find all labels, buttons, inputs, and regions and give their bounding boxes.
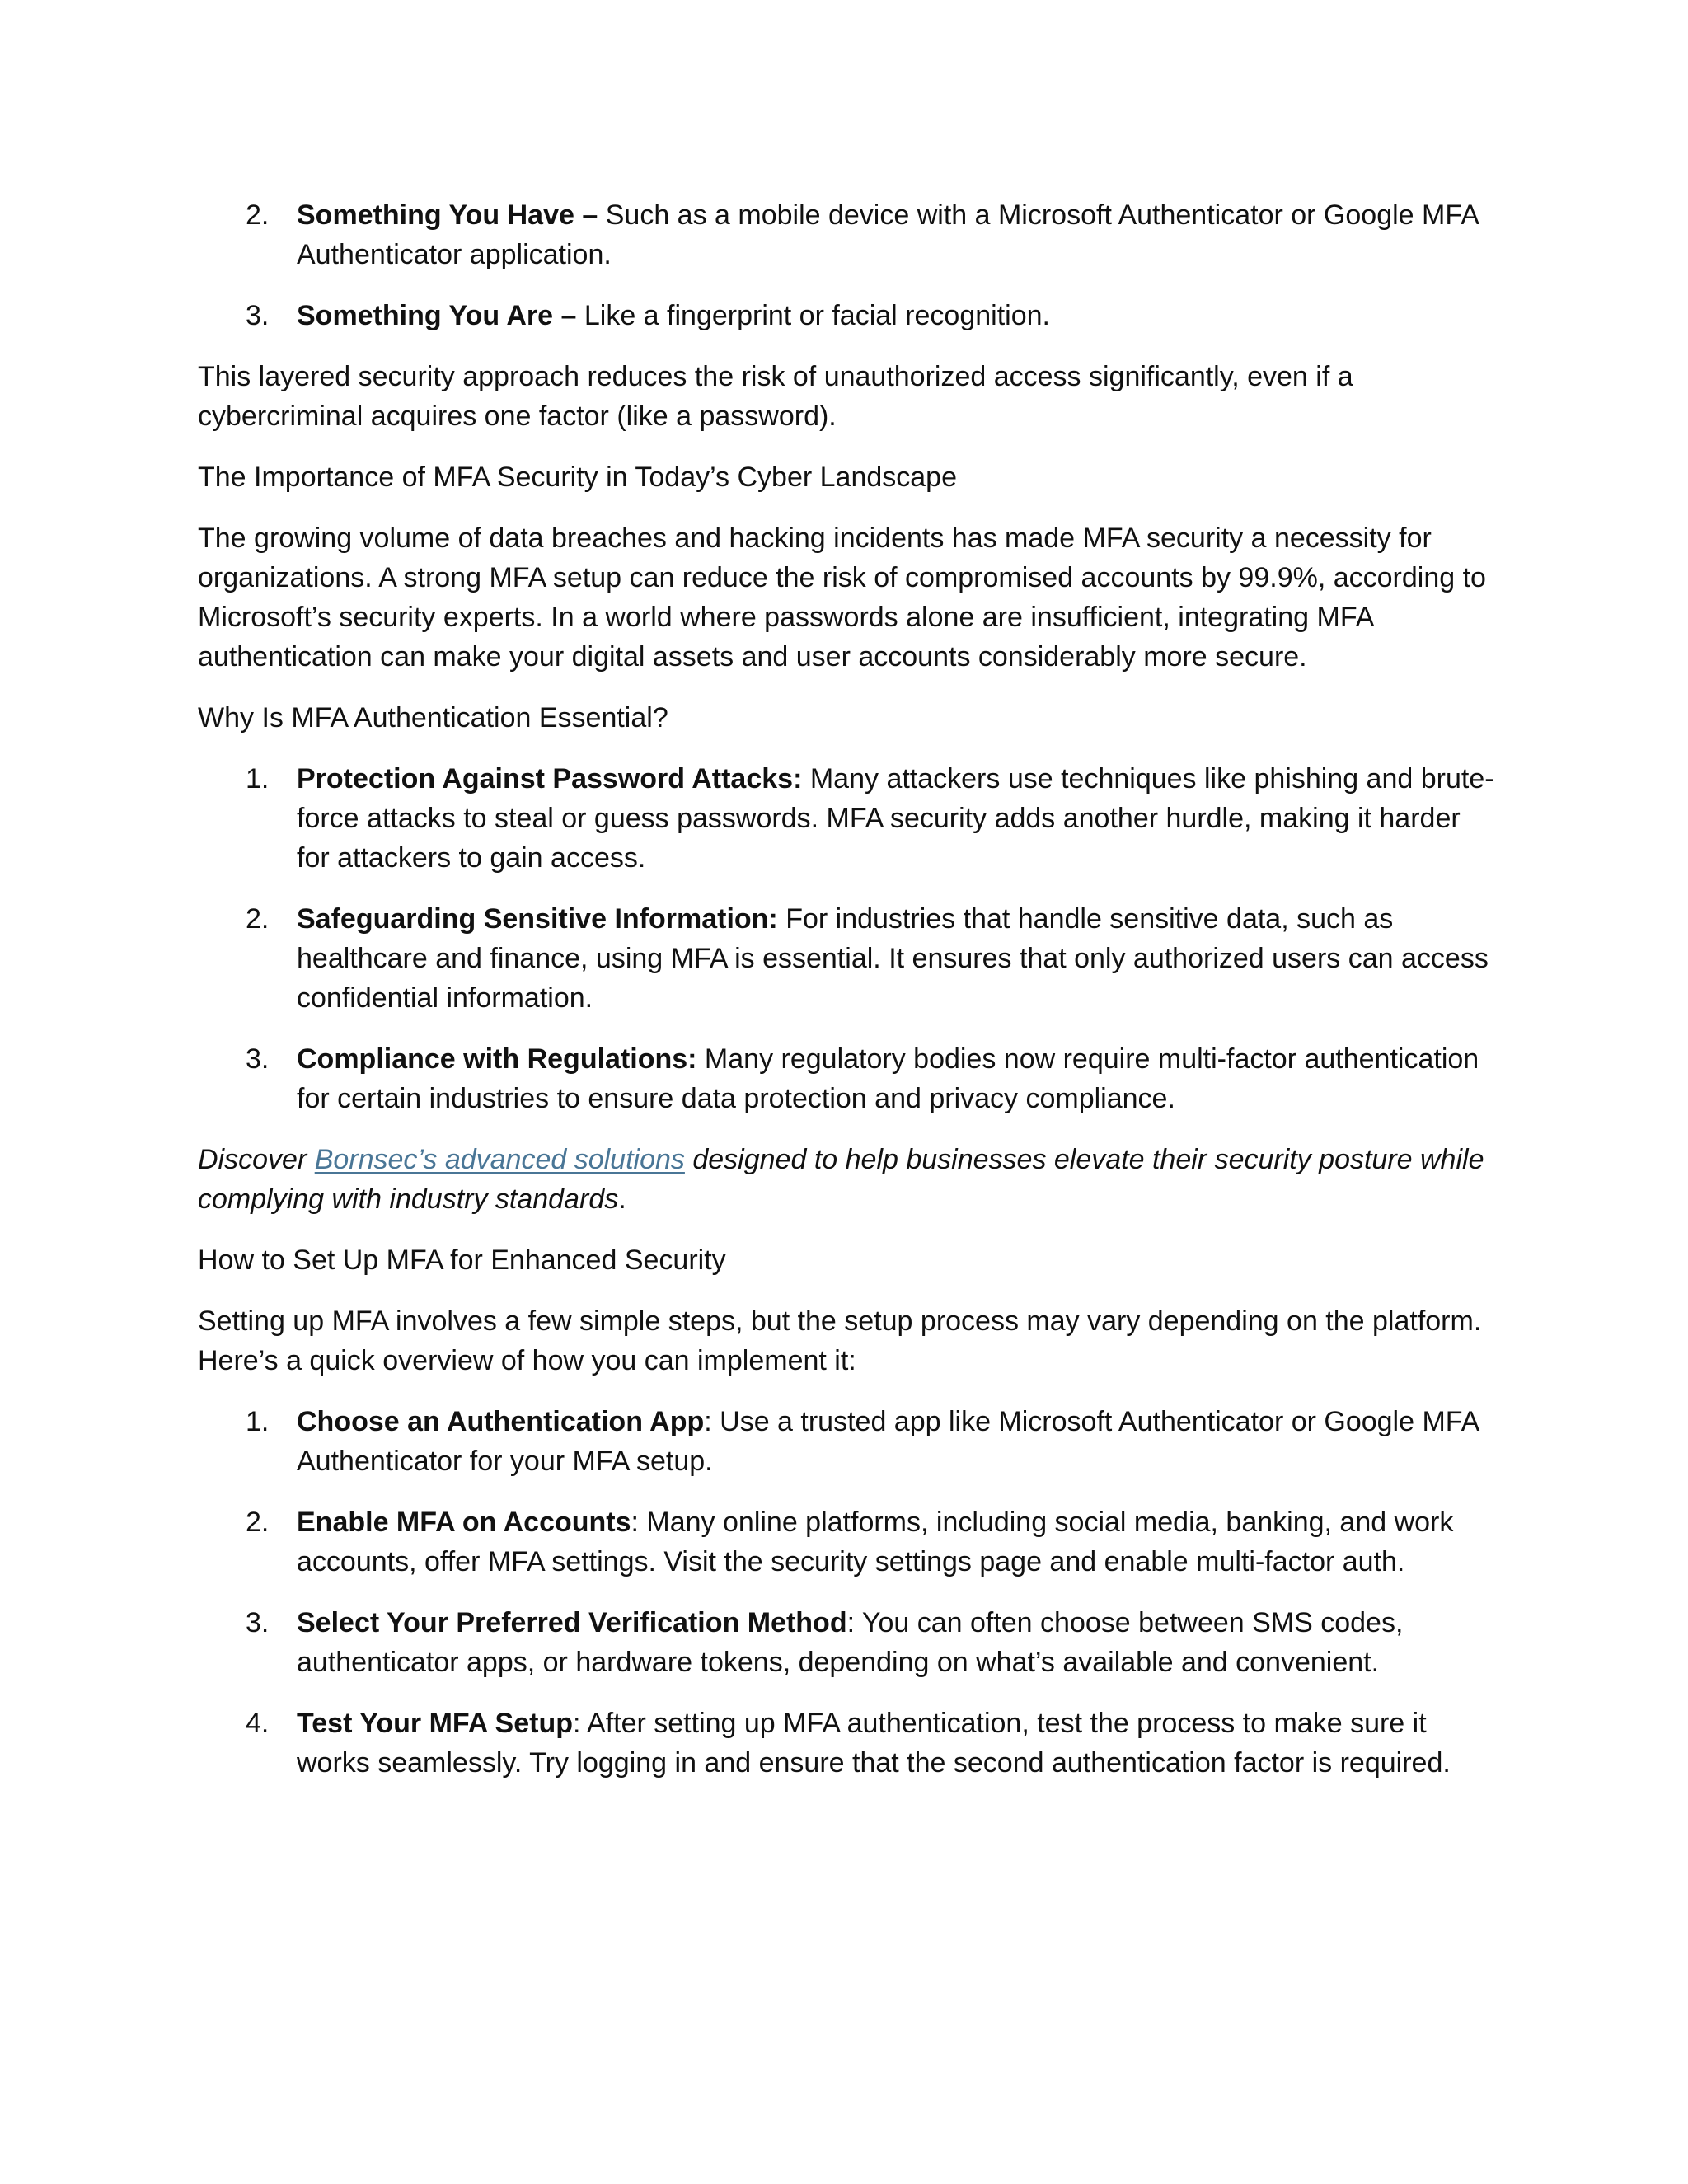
list-number: 4. xyxy=(246,1708,270,1739)
paragraph-layered-security: This layered security approach reduces the risk of unauthorized access significantly, even if a cybercriminal acquires one factor (like a password). xyxy=(198,361,1353,432)
list-term: Compliance with Regulations: xyxy=(297,1043,697,1075)
list-item xyxy=(198,1402,1498,1481)
discover-end: . xyxy=(618,1183,626,1215)
list-text: : Use a trusted app like Microsoft Authenticator or Google MFA Authenticator for your MFA setup. xyxy=(297,1406,1479,1477)
setup-steps-list xyxy=(198,1402,1498,1783)
factor-list xyxy=(198,195,1498,335)
list-text: For industries that handle sensitive data, such as healthcare and finance, using MFA is essential. It ensures that only authorized users can access confidential information. xyxy=(297,903,1489,1014)
list-item xyxy=(198,1039,1498,1118)
list-number: 3. xyxy=(246,1043,270,1075)
list-number: 1. xyxy=(246,763,270,794)
list-number: 2. xyxy=(246,903,270,935)
list-number: 3. xyxy=(246,300,270,331)
list-item xyxy=(198,899,1498,1018)
list-text: Like a fingerprint or facial recognition. xyxy=(576,300,1050,331)
list-term: Select Your Preferred Verification Method xyxy=(297,1607,847,1638)
list-item xyxy=(198,296,1498,335)
list-term: Something You Have – xyxy=(297,199,598,231)
discover-before: Discover xyxy=(198,1144,315,1175)
list-term: Protection Against Password Attacks: xyxy=(297,763,803,794)
list-number: 2. xyxy=(246,1507,270,1538)
heading-why-mfa: Why Is MFA Authentication Essential? xyxy=(198,702,668,733)
paragraph-growing-volume: The growing volume of data breaches and hacking incidents has made MFA security a necessity for organizations. A strong MFA setup can reduce the risk of compromised accounts by 99.9%, according to Microsoft’s security experts. In a world where passwords alone are insufficient, integrating MFA authentication can make your digital assets and user accounts considerably more secure. xyxy=(198,523,1486,673)
list-text: : You can often choose between SMS codes, authenticator apps, or hardware tokens, depending on what’s available and convenient. xyxy=(297,1607,1404,1678)
list-number: 2. xyxy=(246,199,270,231)
heading-setup: How to Set Up MFA for Enhanced Security xyxy=(198,1244,726,1276)
list-text: : Many online platforms, including social media, banking, and work accounts, offer MFA settings. Visit the security settings page and enable multi-factor auth. xyxy=(297,1507,1454,1577)
list-term: Choose an Authentication App xyxy=(297,1406,705,1437)
paragraph-setup-intro: Setting up MFA involves a few simple steps, but the setup process may vary depending on the platform. Here’s a quick overview of how you can implement it: xyxy=(198,1305,1482,1376)
list-text: : After setting up MFA authentication, test the process to make sure it works seamlessly. Try logging in and ensure that the second authentication factor is required. xyxy=(297,1708,1451,1779)
list-text: Many attackers use techniques like phishing and brute-force attacks to steal or guess passwords. MFA security adds another hurdle, making it harder for attackers to gain access. xyxy=(297,763,1494,874)
heading-importance: The Importance of MFA Security in Today’s Cyber Landscape xyxy=(198,462,958,493)
paragraph-discover xyxy=(198,1140,1498,1219)
list-item xyxy=(198,759,1498,878)
list-item xyxy=(198,1502,1498,1582)
bornsec-solutions-link[interactable]: Bornsec’s advanced solutions xyxy=(314,1144,685,1175)
list-term: Test Your MFA Setup xyxy=(297,1708,573,1739)
list-item xyxy=(198,195,1498,274)
discover-after: designed to help businesses elevate their security posture while complying with industry standards xyxy=(198,1144,1484,1215)
list-number: 1. xyxy=(246,1406,270,1437)
why-mfa-list xyxy=(198,759,1498,1118)
list-item xyxy=(198,1603,1498,1682)
list-term: Something You Are – xyxy=(297,300,577,331)
list-item xyxy=(198,1704,1498,1783)
list-term: Safeguarding Sensitive Information: xyxy=(297,903,778,935)
list-number: 3. xyxy=(246,1607,270,1638)
list-text: Such as a mobile device with a Microsoft Authenticator or Google MFA Authenticator application. xyxy=(297,199,1479,270)
list-term: Enable MFA on Accounts xyxy=(297,1507,631,1538)
list-text: Many regulatory bodies now require multi-factor authentication for certain industries to ensure data protection and privacy compliance. xyxy=(297,1043,1479,1114)
